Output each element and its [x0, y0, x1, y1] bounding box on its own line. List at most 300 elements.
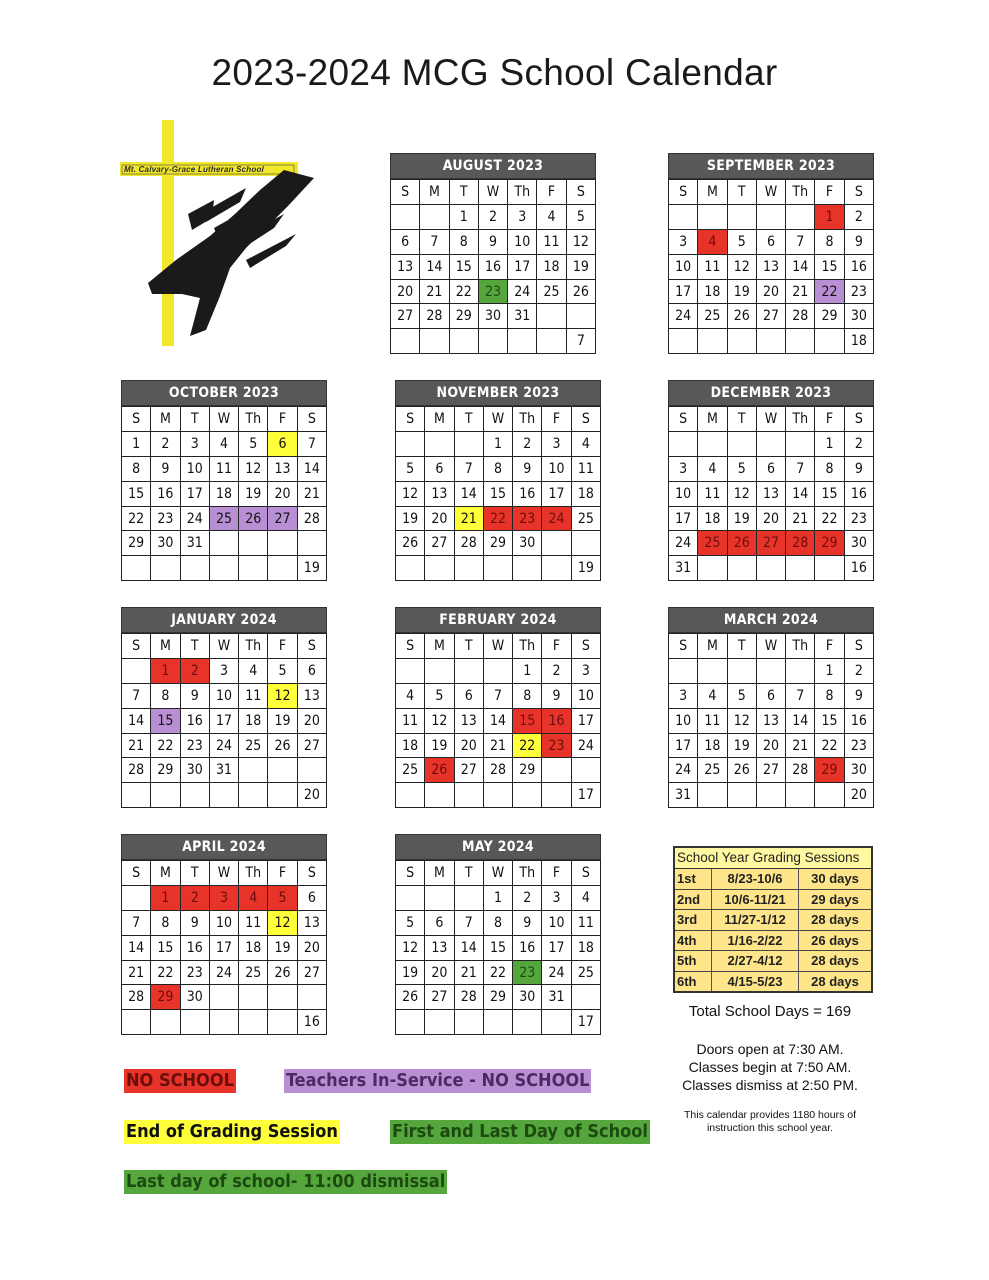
calendar-day: 18 — [239, 935, 268, 960]
calendar-day: 15 — [815, 481, 844, 506]
weekday-header: F — [268, 407, 297, 432]
calendar-day: 22 — [815, 733, 844, 758]
calendar-day: 18 — [698, 733, 727, 758]
calendar-day: 2 — [844, 431, 873, 456]
calendar-day: 14 — [420, 254, 449, 279]
month-calendar — [668, 153, 874, 354]
calendar-day: 16 — [180, 935, 209, 960]
calendar-day: 4 — [571, 431, 600, 456]
empty-day — [454, 1010, 483, 1035]
month-calendar — [668, 607, 874, 808]
calendar-day: 4 — [239, 658, 268, 683]
calendar-day: 12 — [396, 481, 425, 506]
calendar-day: 28 — [122, 758, 151, 783]
empty-day — [239, 556, 268, 581]
calendar-day: 19 — [396, 960, 425, 985]
weekday-header: M — [151, 861, 180, 886]
grading-range: 10/6-11/21 — [712, 890, 799, 910]
month-calendar — [395, 380, 601, 581]
calendar-day: 30 — [151, 531, 180, 556]
calendar-day: 29 — [151, 985, 180, 1010]
empty-day — [268, 1010, 297, 1035]
month-grid — [668, 633, 874, 808]
month-grid — [668, 179, 874, 354]
empty-day — [542, 783, 571, 808]
calendar-day: 28 — [454, 531, 483, 556]
empty-day — [786, 329, 815, 354]
calendar-day: 15 — [151, 708, 180, 733]
empty-day — [420, 329, 449, 354]
calendar-day: 16 — [151, 481, 180, 506]
empty-day — [454, 658, 483, 683]
legend-end-grading: End of Grading Session — [126, 1121, 338, 1142]
calendar-day: 8 — [815, 456, 844, 481]
doors-open-text: Doors open at 7:30 AM. — [696, 1041, 844, 1057]
empty-day — [571, 985, 600, 1010]
empty-day — [566, 304, 595, 329]
calendar-day: 12 — [727, 708, 756, 733]
empty-day — [698, 658, 727, 683]
grading-session-row — [675, 890, 871, 911]
empty-day — [396, 783, 425, 808]
weekday-header: Th — [513, 634, 542, 659]
empty-day — [209, 985, 238, 1010]
calendar-day: 26 — [425, 758, 454, 783]
calendar-day: 7 — [420, 229, 449, 254]
empty-day — [122, 1010, 151, 1035]
grading-name: 5th — [675, 951, 712, 971]
calendar-day: 31 — [542, 985, 571, 1010]
calendar-day: 31 — [180, 531, 209, 556]
calendar-day: 21 — [454, 506, 483, 531]
calendar-day: 12 — [396, 935, 425, 960]
calendar-day: 11 — [698, 481, 727, 506]
calendar-day: 27 — [297, 733, 326, 758]
weekday-header: Th — [786, 634, 815, 659]
calendar-day: 12 — [268, 683, 297, 708]
calendar-day: 14 — [454, 481, 483, 506]
calendar-day: 1 — [815, 658, 844, 683]
calendar-day: 19 — [727, 506, 756, 531]
calendar-day: 4 — [571, 885, 600, 910]
calendar-day: 24 — [571, 733, 600, 758]
calendar-day: 21 — [122, 960, 151, 985]
calendar-day: 23 — [180, 960, 209, 985]
calendar-day: 13 — [297, 910, 326, 935]
empty-day — [815, 556, 844, 581]
calendar-day: 5 — [727, 229, 756, 254]
grading-name: 2nd — [675, 890, 712, 910]
grading-name: 3rd — [675, 910, 712, 930]
grading-sessions-table — [673, 846, 873, 993]
legend-last-day-dismissal: Last day of school- 11:00 dismissal — [126, 1171, 446, 1192]
calendar-day: 1 — [122, 431, 151, 456]
empty-day — [396, 431, 425, 456]
school-days-count: 20 — [297, 783, 326, 808]
calendar-day: 15 — [513, 708, 542, 733]
calendar-day: 23 — [513, 506, 542, 531]
calendar-day: 2 — [513, 885, 542, 910]
calendar-day: 24 — [542, 506, 571, 531]
calendar-day: 11 — [239, 910, 268, 935]
empty-day — [209, 531, 238, 556]
weekday-header: W — [756, 634, 785, 659]
calendar-day: 13 — [756, 708, 785, 733]
weekday-header: M — [698, 407, 727, 432]
calendar-day: 10 — [669, 708, 698, 733]
calendar-day: 18 — [571, 481, 600, 506]
empty-day — [727, 783, 756, 808]
month-calendar — [121, 834, 327, 1035]
calendar-day: 21 — [122, 733, 151, 758]
empty-day — [756, 431, 785, 456]
calendar-day: 22 — [483, 960, 512, 985]
calendar-day: 27 — [391, 304, 420, 329]
empty-day — [391, 204, 420, 229]
calendar-day: 29 — [449, 304, 478, 329]
grading-session-row — [675, 869, 871, 890]
empty-day — [698, 204, 727, 229]
empty-day — [542, 531, 571, 556]
weekday-header: T — [180, 634, 209, 659]
calendar-day: 22 — [449, 279, 478, 304]
calendar-day: 1 — [449, 204, 478, 229]
calendar-day: 5 — [727, 456, 756, 481]
calendar-day: 31 — [209, 758, 238, 783]
weekday-header: W — [209, 861, 238, 886]
empty-day — [454, 783, 483, 808]
calendar-day: 25 — [698, 758, 727, 783]
grading-range: 11/27-1/12 — [712, 910, 799, 930]
weekday-header: S — [396, 861, 425, 886]
calendar-day: 20 — [425, 506, 454, 531]
month-title: SEPTEMBER 2023 — [668, 153, 874, 179]
month-grid — [121, 406, 327, 581]
calendar-day: 30 — [513, 985, 542, 1010]
calendar-day: 27 — [268, 506, 297, 531]
month-title: MARCH 2024 — [668, 607, 874, 633]
calendar-day: 3 — [571, 658, 600, 683]
calendar-day: 5 — [396, 456, 425, 481]
hours-note-line-2: instruction this school year. — [706, 1122, 834, 1134]
calendar-day: 4 — [209, 431, 238, 456]
calendar-day: 13 — [268, 456, 297, 481]
calendar-day: 27 — [756, 758, 785, 783]
calendar-day: 20 — [425, 960, 454, 985]
calendar-day: 16 — [844, 481, 873, 506]
calendar-day: 13 — [425, 481, 454, 506]
grading-session-row — [675, 931, 871, 952]
total-school-days: Total School Days = 169 — [688, 1003, 852, 1020]
calendar-day: 10 — [542, 910, 571, 935]
school-days-count: 17 — [571, 783, 600, 808]
school-logo — [118, 118, 318, 348]
calendar-day: 17 — [669, 733, 698, 758]
calendar-day: 6 — [425, 456, 454, 481]
calendar-day: 3 — [209, 658, 238, 683]
empty-day — [756, 329, 785, 354]
calendar-day: 4 — [698, 683, 727, 708]
empty-day — [727, 431, 756, 456]
empty-day — [571, 531, 600, 556]
grading-name: 1st — [675, 869, 712, 889]
grading-session-row — [675, 951, 871, 972]
calendar-day: 24 — [508, 279, 537, 304]
empty-day — [669, 658, 698, 683]
school-days-count: 17 — [571, 1010, 600, 1035]
calendar-day: 8 — [815, 229, 844, 254]
calendar-day: 18 — [209, 481, 238, 506]
empty-day — [268, 985, 297, 1010]
calendar-day: 12 — [566, 229, 595, 254]
calendar-day: 14 — [297, 456, 326, 481]
empty-day — [209, 556, 238, 581]
calendar-day: 26 — [396, 531, 425, 556]
empty-day — [537, 304, 566, 329]
calendar-day: 22 — [151, 960, 180, 985]
calendar-day: 25 — [209, 506, 238, 531]
calendar-day: 27 — [297, 960, 326, 985]
calendar-day: 20 — [454, 733, 483, 758]
grading-days: 26 days — [811, 932, 859, 948]
calendar-day: 9 — [180, 910, 209, 935]
calendar-day: 24 — [669, 531, 698, 556]
calendar-day: 16 — [844, 708, 873, 733]
calendar-day: 25 — [239, 960, 268, 985]
empty-day — [425, 556, 454, 581]
calendar-day: 12 — [268, 910, 297, 935]
calendar-day: 8 — [151, 683, 180, 708]
month-calendar — [390, 153, 596, 354]
empty-day — [698, 556, 727, 581]
empty-day — [268, 556, 297, 581]
calendar-day: 24 — [669, 304, 698, 329]
month-title: DECEMBER 2023 — [668, 380, 874, 406]
weekday-header: W — [756, 180, 785, 205]
calendar-day: 25 — [537, 279, 566, 304]
calendar-day: 5 — [239, 431, 268, 456]
calendar-day: 19 — [727, 733, 756, 758]
page-title: 2023-2024 MCG School Calendar — [211, 52, 778, 93]
calendar-day: 10 — [669, 481, 698, 506]
grading-days: 28 days — [811, 912, 859, 927]
empty-day — [420, 204, 449, 229]
calendar-day: 11 — [537, 229, 566, 254]
calendar-day: 25 — [239, 733, 268, 758]
weekday-header: M — [420, 180, 449, 205]
empty-day — [478, 329, 507, 354]
calendar-day: 19 — [425, 733, 454, 758]
calendar-day: 28 — [483, 758, 512, 783]
month-grid — [395, 406, 601, 581]
calendar-day: 21 — [786, 506, 815, 531]
calendar-day: 15 — [483, 481, 512, 506]
grading-name: 6th — [675, 972, 712, 992]
calendar-day: 2 — [151, 431, 180, 456]
weekday-header: S — [122, 634, 151, 659]
empty-day — [786, 783, 815, 808]
grading-days: 28 days — [811, 973, 859, 989]
empty-day — [756, 204, 785, 229]
calendar-day: 6 — [391, 229, 420, 254]
grading-title: School Year Grading Sessions — [675, 848, 871, 869]
calendar-day: 8 — [122, 456, 151, 481]
calendar-day: 15 — [151, 935, 180, 960]
calendar-day: 26 — [239, 506, 268, 531]
calendar-day: 14 — [122, 708, 151, 733]
empty-day — [297, 758, 326, 783]
empty-day — [239, 1010, 268, 1035]
empty-day — [698, 783, 727, 808]
calendar-day: 26 — [727, 758, 756, 783]
calendar-day: 13 — [454, 708, 483, 733]
school-days-count: 19 — [571, 556, 600, 581]
empty-day — [537, 329, 566, 354]
classes-begin-text: Classes begin at 7:50 AM. — [688, 1059, 852, 1075]
calendar-day: 2 — [844, 204, 873, 229]
calendar-day: 25 — [571, 506, 600, 531]
calendar-day: 9 — [180, 683, 209, 708]
calendar-day: 28 — [297, 506, 326, 531]
empty-day — [268, 758, 297, 783]
weekday-header: S — [669, 407, 698, 432]
empty-day — [786, 204, 815, 229]
month-calendar — [668, 380, 874, 581]
weekday-header: W — [478, 180, 507, 205]
weekday-header: W — [756, 407, 785, 432]
calendar-day: 24 — [209, 733, 238, 758]
calendar-day: 6 — [268, 431, 297, 456]
calendar-day: 16 — [844, 254, 873, 279]
grading-session-row — [675, 910, 871, 931]
weekday-header: T — [454, 861, 483, 886]
month-grid — [395, 633, 601, 808]
calendar-day: 8 — [449, 229, 478, 254]
weekday-header: S — [396, 407, 425, 432]
calendar-day: 6 — [454, 683, 483, 708]
calendar-day: 16 — [478, 254, 507, 279]
weekday-header: T — [727, 180, 756, 205]
empty-day — [425, 658, 454, 683]
weekday-header: S — [571, 634, 600, 659]
calendar-day: 23 — [151, 506, 180, 531]
calendar-day: 19 — [268, 708, 297, 733]
calendar-day: 2 — [180, 885, 209, 910]
empty-day — [542, 758, 571, 783]
weekday-header: Th — [513, 407, 542, 432]
month-grid — [121, 860, 327, 1035]
calendar-day: 15 — [449, 254, 478, 279]
weekday-header: S — [122, 861, 151, 886]
legend-first-last-day: First and Last Day of School — [392, 1121, 648, 1142]
weekday-header: S — [669, 634, 698, 659]
empty-day — [483, 783, 512, 808]
calendar-day: 23 — [180, 733, 209, 758]
calendar-day: 27 — [454, 758, 483, 783]
empty-day — [122, 783, 151, 808]
month-grid — [395, 860, 601, 1035]
calendar-day: 8 — [815, 683, 844, 708]
grading-days: 28 days — [811, 953, 859, 968]
calendar-day: 19 — [239, 481, 268, 506]
empty-day — [425, 431, 454, 456]
grading-days: 29 days — [811, 891, 859, 907]
calendar-day: 23 — [478, 279, 507, 304]
month-title: AUGUST 2023 — [390, 153, 596, 179]
weekday-header: M — [425, 407, 454, 432]
calendar-day: 16 — [180, 708, 209, 733]
weekday-header: W — [209, 634, 238, 659]
calendar-day: 3 — [669, 456, 698, 481]
empty-day — [542, 556, 571, 581]
empty-day — [180, 556, 209, 581]
weekday-header: S — [122, 407, 151, 432]
calendar-day: 25 — [698, 304, 727, 329]
calendar-day: 29 — [483, 531, 512, 556]
calendar-day: 24 — [209, 960, 238, 985]
empty-day — [756, 783, 785, 808]
empty-day — [396, 1010, 425, 1035]
empty-day — [425, 1010, 454, 1035]
calendar-day: 29 — [513, 758, 542, 783]
month-title: FEBRUARY 2024 — [395, 607, 601, 633]
calendar-day: 30 — [844, 304, 873, 329]
calendar-day: 21 — [786, 733, 815, 758]
empty-day — [151, 783, 180, 808]
calendar-day: 15 — [815, 708, 844, 733]
weekday-header: W — [209, 407, 238, 432]
empty-day — [786, 431, 815, 456]
calendar-day: 11 — [396, 708, 425, 733]
empty-day — [727, 329, 756, 354]
calendar-day: 9 — [151, 456, 180, 481]
calendar-day: 29 — [815, 758, 844, 783]
calendar-day: 3 — [180, 431, 209, 456]
calendar-day: 20 — [268, 481, 297, 506]
calendar-day: 19 — [566, 254, 595, 279]
calendar-day: 7 — [454, 456, 483, 481]
calendar-day: 28 — [122, 985, 151, 1010]
calendar-day: 5 — [566, 204, 595, 229]
weekday-header: F — [815, 407, 844, 432]
calendar-day: 2 — [478, 204, 507, 229]
calendar-day: 11 — [698, 254, 727, 279]
eagle-cross-icon — [118, 118, 318, 348]
empty-day — [756, 658, 785, 683]
calendar-day: 11 — [698, 708, 727, 733]
empty-day — [786, 658, 815, 683]
calendar-day: 21 — [483, 733, 512, 758]
calendar-day: 7 — [122, 910, 151, 935]
grading-name: 4th — [675, 931, 712, 951]
calendar-day: 25 — [396, 758, 425, 783]
calendar-day: 1 — [151, 658, 180, 683]
weekday-header: S — [669, 180, 698, 205]
weekday-header: T — [449, 180, 478, 205]
calendar-day: 22 — [151, 733, 180, 758]
empty-day — [425, 783, 454, 808]
calendar-day: 22 — [815, 279, 844, 304]
empty-day — [239, 783, 268, 808]
calendar-day: 23 — [844, 279, 873, 304]
calendar-day: 14 — [786, 254, 815, 279]
calendar-day: 14 — [454, 935, 483, 960]
empty-day — [122, 885, 151, 910]
weekday-header: S — [396, 634, 425, 659]
calendar-day: 20 — [297, 935, 326, 960]
legend-no-school: NO SCHOOL — [126, 1070, 234, 1091]
weekday-header: W — [483, 634, 512, 659]
